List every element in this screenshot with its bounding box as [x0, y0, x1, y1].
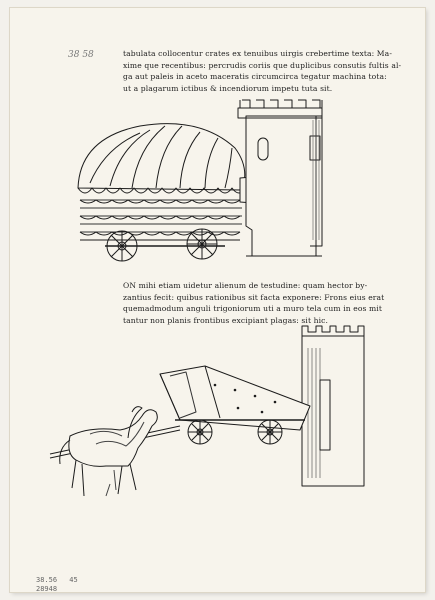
- inventory-line: 38.56: [36, 576, 58, 584]
- inventory-line: 28948: [36, 585, 58, 593]
- book-page: [10, 8, 425, 592]
- text-line: tabulata collocentur crates ex tenuibus uirgis crebertime texta: Ma-: [123, 49, 392, 58]
- text-line: tantur non planis frontibus excipiant plagas: sit hic.: [123, 315, 328, 325]
- text-line: ut a plagarum ictibus & incendiorum impetu tuta sit.: [123, 83, 333, 93]
- text-line: xime que recentibus: percrudis coriis que duplicibus consutis fultis al-: [123, 60, 402, 70]
- text-line: quemadmodum anguli trigoniorum uti a muro tela cum in eos mit: [123, 304, 382, 314]
- text-line: zantius fecit: quibus rationibus sit facta exponere: Frons eius erat: [123, 292, 385, 302]
- inventory-side: 45: [69, 576, 78, 584]
- paragraph-middle: [123, 280, 385, 326]
- text-line: ga aut paleis in aceto maceratis circumcirca tegatur machina tota:: [123, 72, 387, 82]
- inventory-number: [36, 576, 78, 594]
- folio-annotation: 38 58: [68, 50, 94, 60]
- text-line: ON mihi etiam uidetur alienum de testudine: quam hector by-: [123, 281, 368, 290]
